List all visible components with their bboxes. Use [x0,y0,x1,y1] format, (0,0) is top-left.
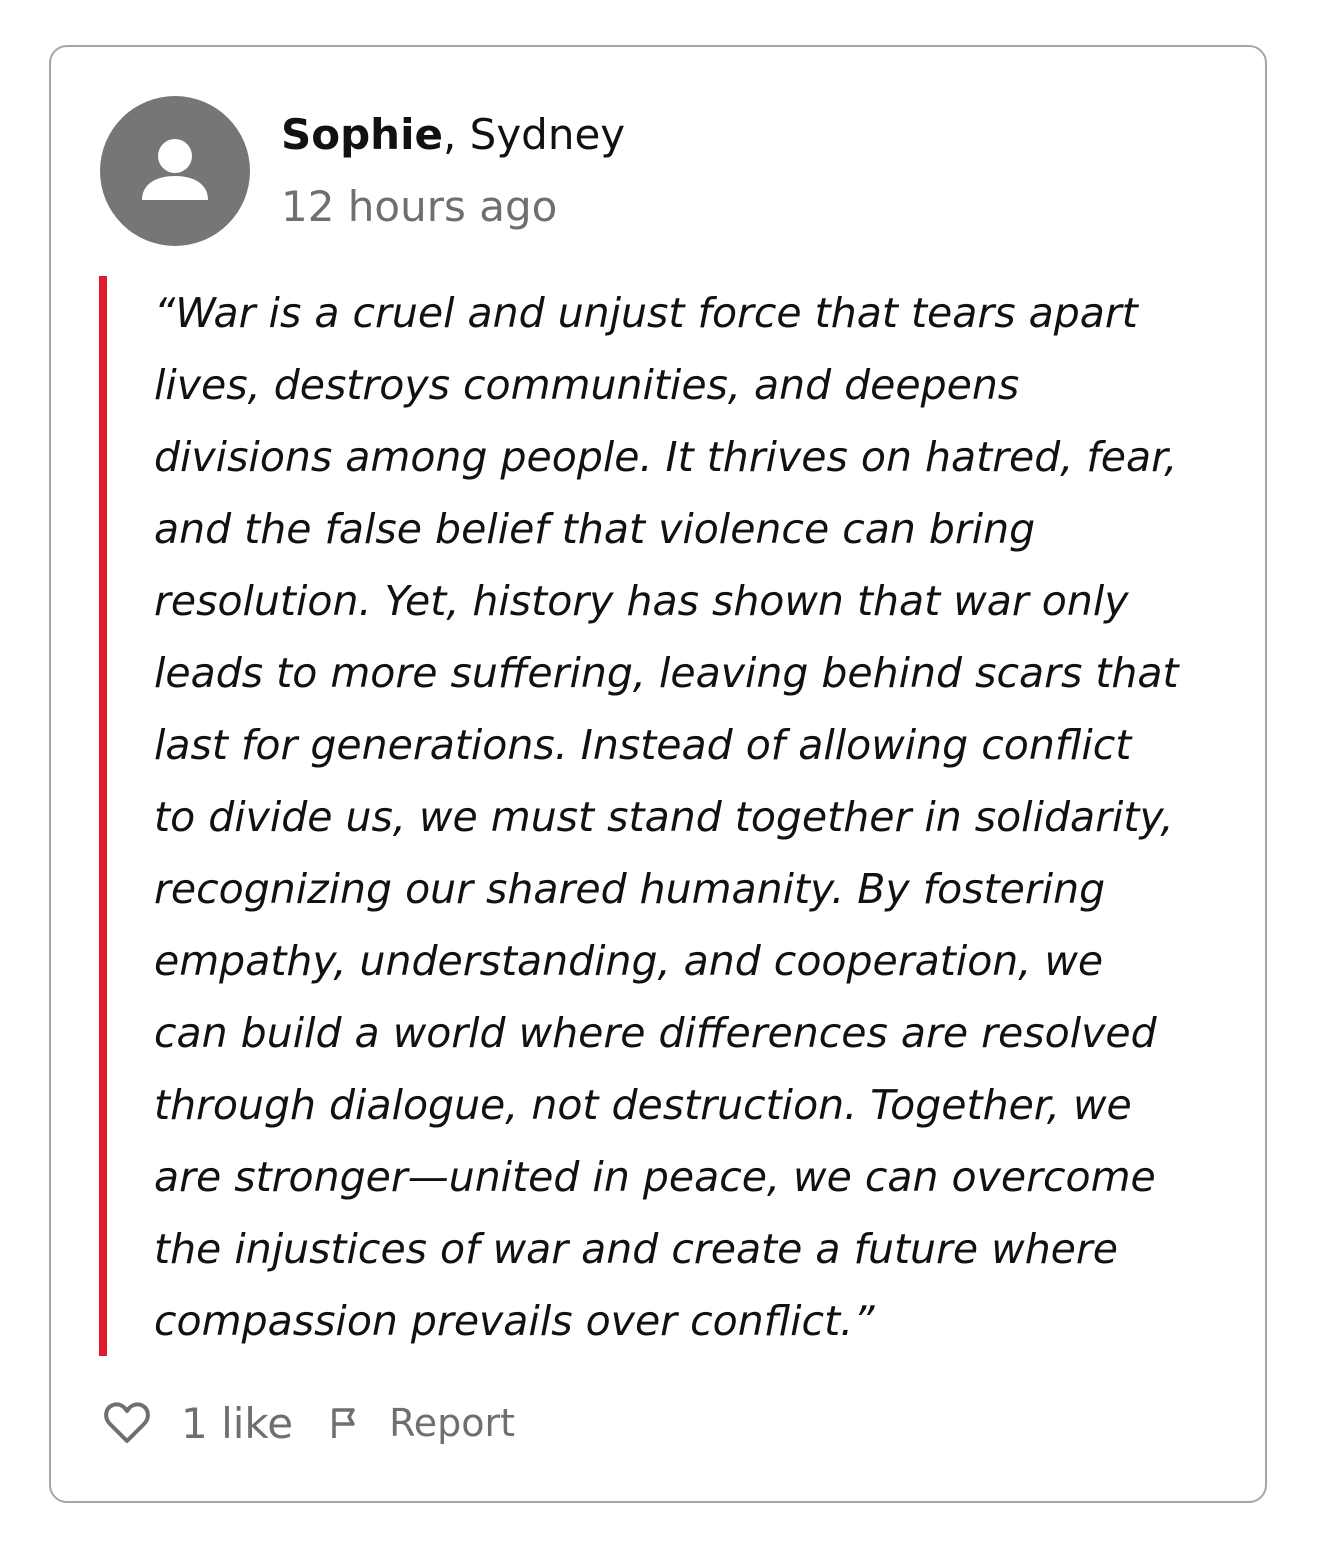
comment-timestamp: 12 hours ago [281,182,558,231]
like-button[interactable] [103,1399,293,1448]
like-count: 1 like [181,1398,294,1448]
comment-actions [103,1393,515,1453]
report-label: Report [389,1401,516,1445]
user-icon [100,96,250,246]
author-name: Sophie [281,110,443,159]
comment-body: “War is a cruel and unjust force that tears apart lives, destroys communities, and deepens divisions among people. It thrives on hatred, fear, and the false belief that violence can bring resolution. Yet, history has shown that war only leads to more suffering, leaving behind scars that last for generations. Instead of allowing conflict to divide us, we must stand together in solidarity, recognizing our shared humanity. By fostering empathy, understanding, and cooperation, we can build a world where differences are resolved through dialogue, not destruction. Together, we are stronger—united in peace, we can overcome the injustices of war and create a future where compassion prevails over conflict.” [154,289,1179,1345]
quote-accent-bar [99,276,107,1356]
comment-card [49,45,1267,1503]
heart-icon [103,1401,151,1445]
author-line [281,105,625,165]
avatar[interactable] [100,96,250,246]
author-location: , Sydney [442,110,626,159]
flag-icon [329,1406,359,1440]
report-button[interactable] [329,1401,515,1445]
